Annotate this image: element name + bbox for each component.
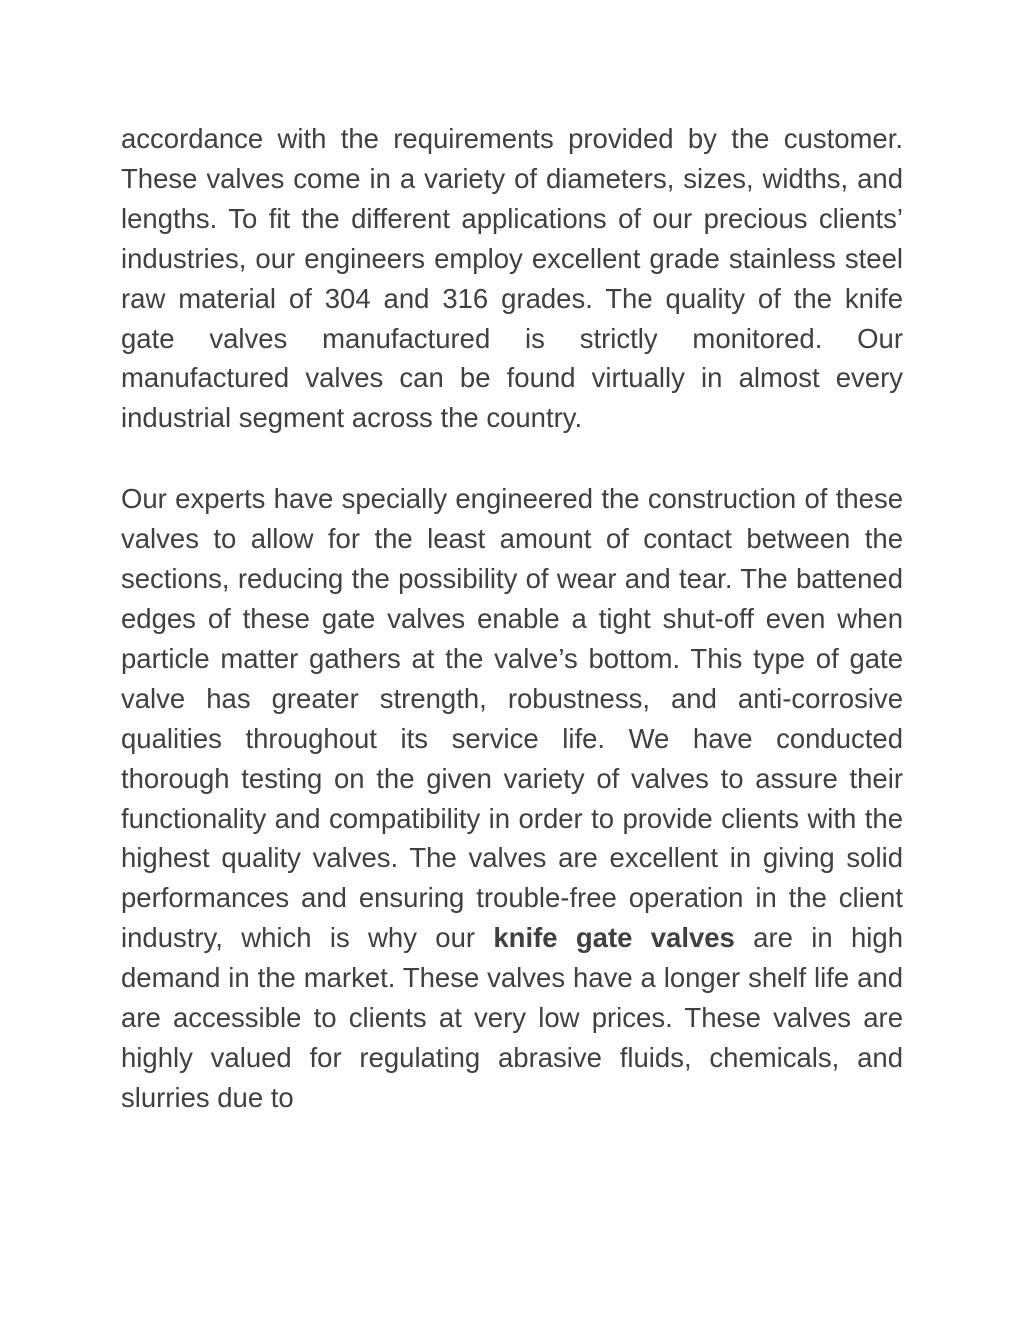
paragraph-2-text-start: Our experts have specially engineered the construction of these valves to allow for the least amount of contact between the sections, reducing the possibility of wear and tear. The battened edges of these gate valves enable a tight shut-off even when particle matter gathers at the valve’s bottom. This type of gate valve has greater strength, robustness, and anti-corrosive qualities throughout its service life. We have conducted thorough testing on the given variety of valves to assure their functionality and compatibility in order to provide clients with the highest quality valves. The valves are excellent in giving solid performances and ensuring trouble-free operation in the client industry, which is why our xyxy=(121,483,903,954)
paragraph-2 xyxy=(121,479,903,1118)
knife-gate-valves-keyword: knife gate valves xyxy=(493,922,735,954)
paragraph-1: accordance with the requirements provided by the customer. These valves come in a variety of diameters, sizes, widths, and lengths. To fit the different applications of our precious clients’ industries, our engineers employ excellent grade stainless steel raw material of 304 and 316 grades. The quality of the knife gate valves manufactured is strictly monitored. Our manufactured valves can be found virtually in almost every industrial segment across the country. xyxy=(121,123,903,434)
paragraph-2-text-end: are in high demand in the market. These valves have a longer shelf life and are accessible to clients at very low prices. These valves are highly valued for regulating abrasive fluids, chemicals, and slurries due to xyxy=(121,922,903,1113)
document-page xyxy=(121,119,903,1118)
